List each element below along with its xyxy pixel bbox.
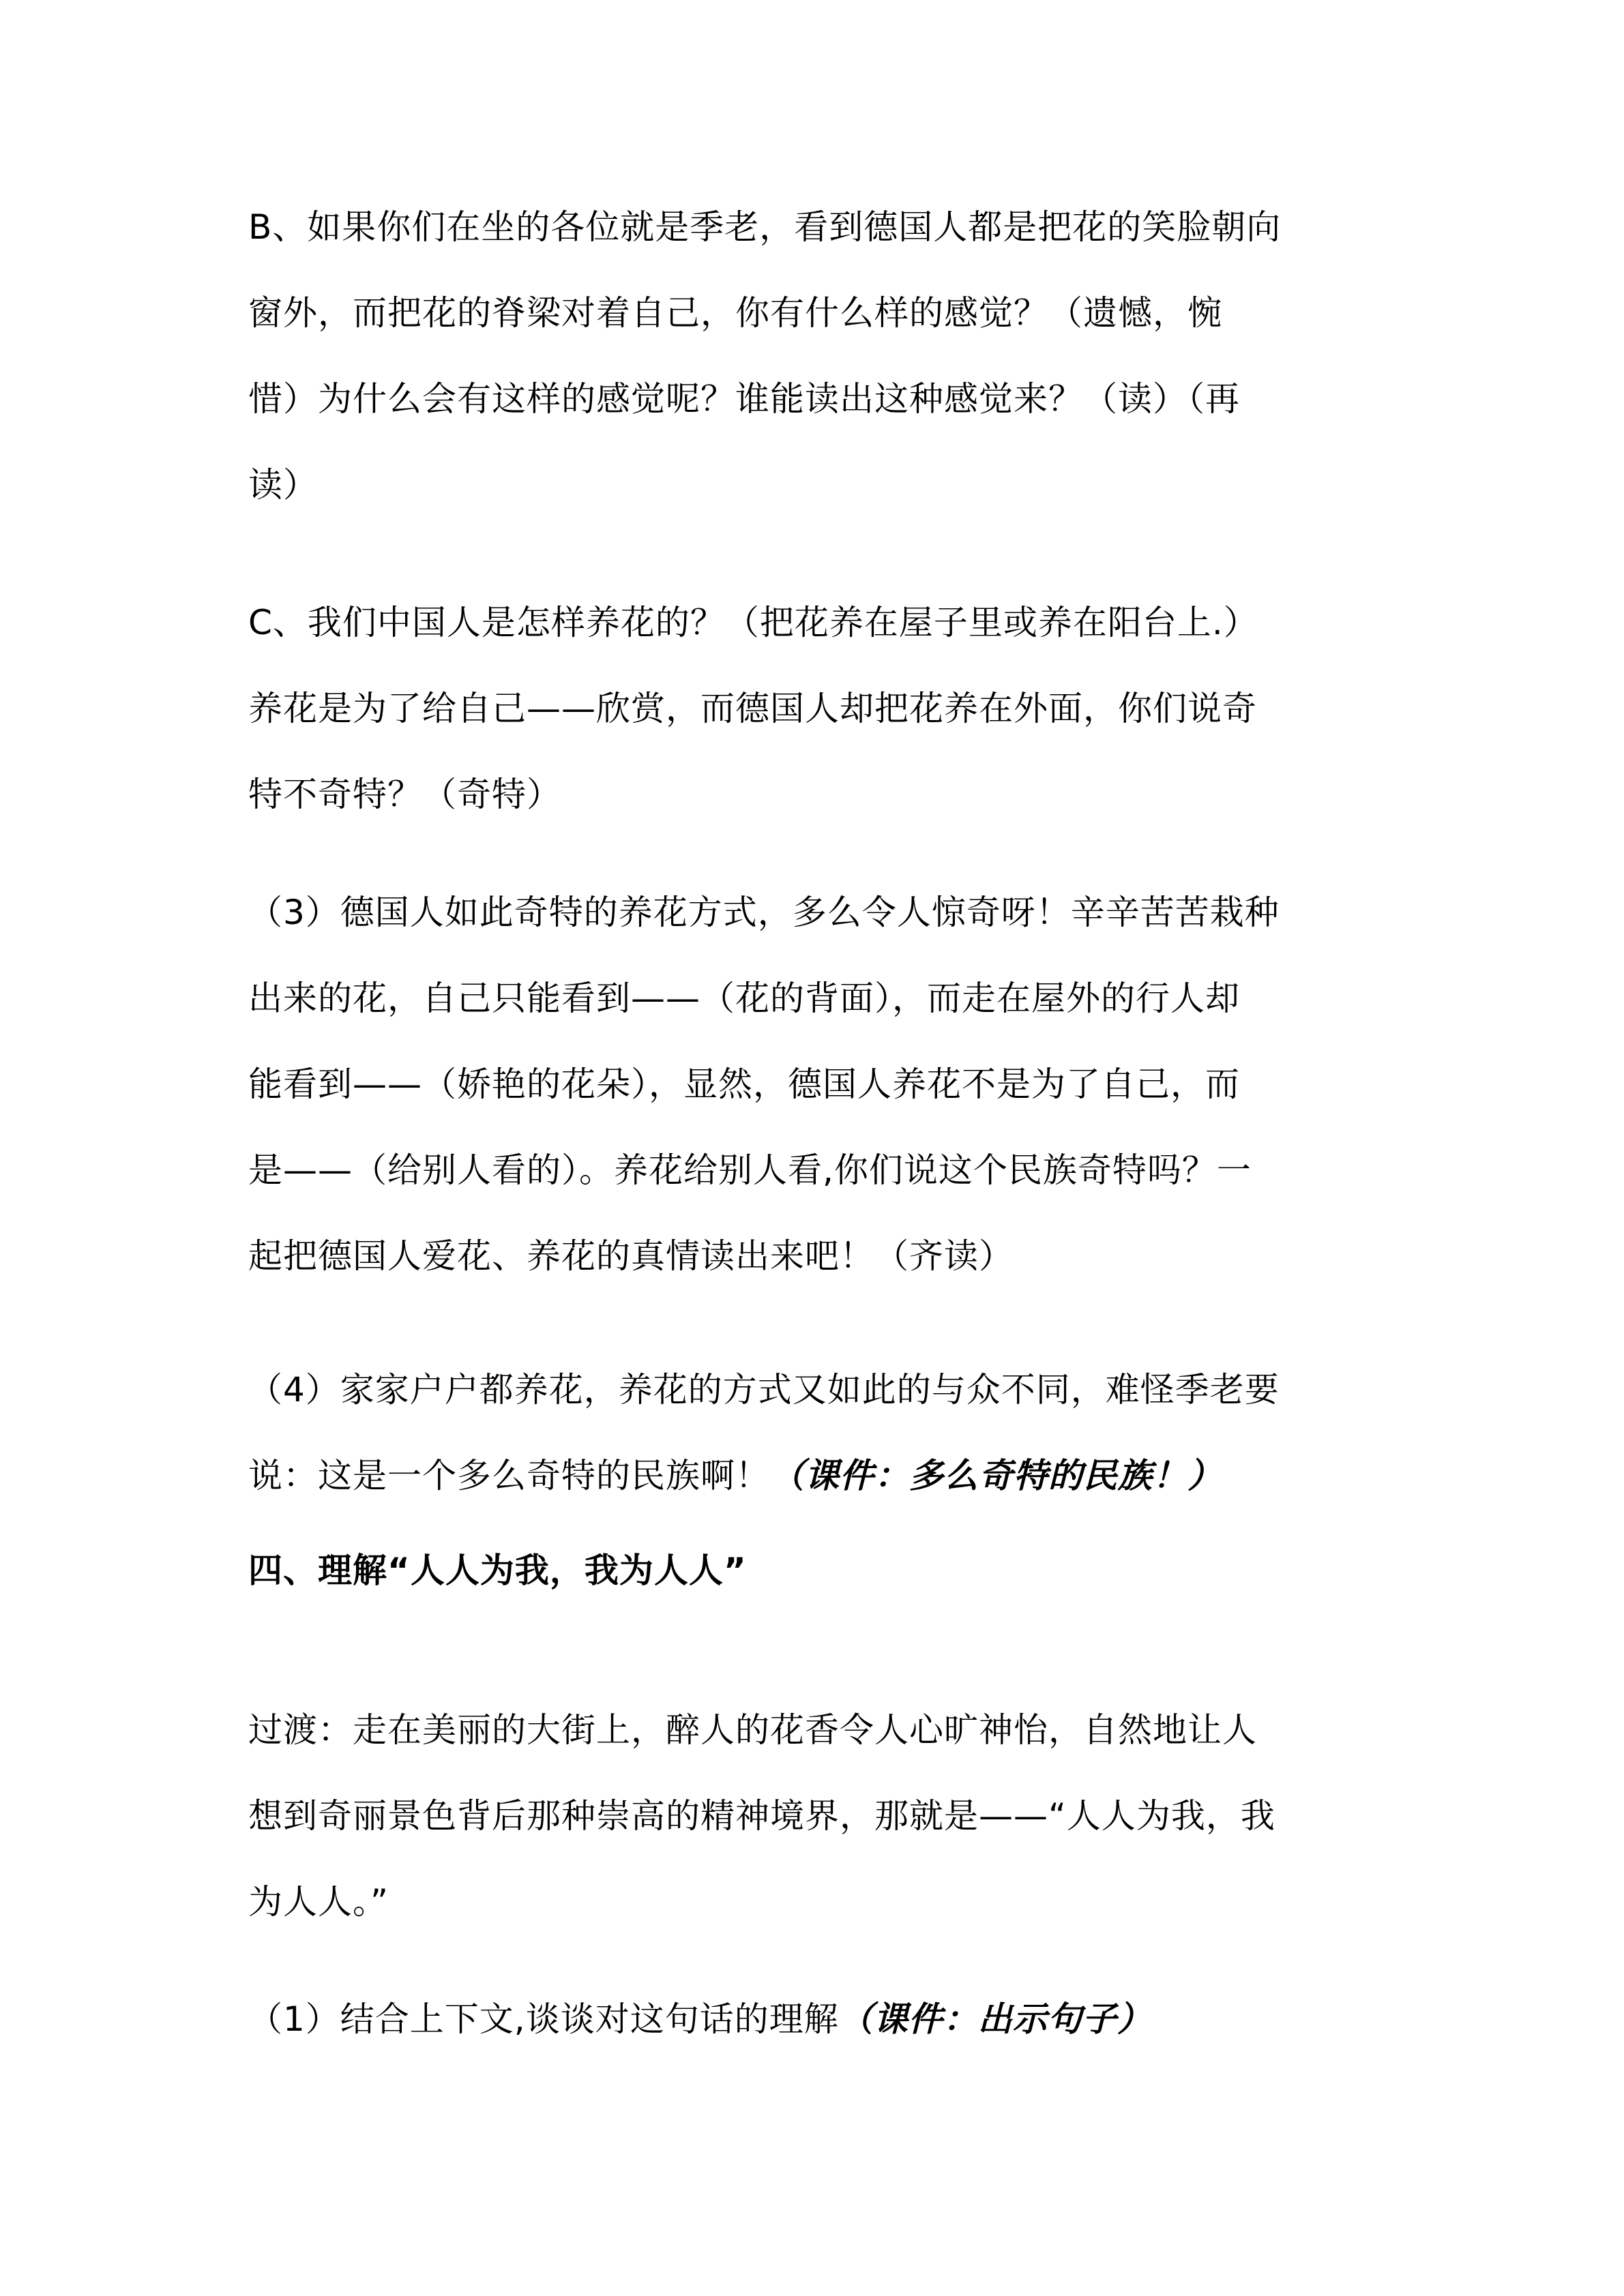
courseware-note: （课件：出示句子） <box>838 1999 1152 2039</box>
section-heading <box>248 1527 1381 1613</box>
paragraph-3 <box>248 869 1381 1299</box>
text-line: 养花是为了给自己——欣赏，而德国人却把花养在外面，你们说奇 <box>248 689 1257 728</box>
text-line <box>248 1976 1381 2062</box>
transition-paragraph <box>248 1687 1381 1945</box>
text-line: B、如果你们在坐的各位就是季老，看到德国人都是把花的笑脸朝向 <box>248 207 1282 247</box>
text-line-body: 说：这是一个多么奇特的民族啊！ <box>248 1456 770 1495</box>
text-line: 想到奇丽景色背后那种崇高的精神境界，那就是——“人人为我，我 <box>248 1796 1275 1836</box>
paragraph-c <box>248 580 1381 837</box>
paragraph-b <box>248 184 1381 528</box>
text-line <box>248 1433 1381 1519</box>
section-heading-text: 四、理解“人人为我，我为人人” <box>248 1551 747 1590</box>
courseware-note: （课件：多么奇特的民族！） <box>770 1456 1222 1495</box>
text-line: C、我们中国人是怎样养花的？（把花养在屋子里或养在阳台上.） <box>248 603 1258 642</box>
text-line: 能看到——（娇艳的花朵），显然，德国人养花不是为了自己，而 <box>248 1064 1240 1104</box>
paragraph-1 <box>248 1976 1381 2062</box>
text-line: 出来的花，自己只能看到——（花的背面），而走在屋外的行人却 <box>248 979 1240 1018</box>
text-line: 是——（给别人看的）。养花给别人看,你们说这个民族奇特吗？一 <box>248 1150 1252 1190</box>
text-line: （3）德国人如此奇特的养花方式，多么令人惊奇呀！辛辛苦苦栽种 <box>248 893 1280 932</box>
text-line: （4）家家户户都养花，养花的方式又如此的与众不同，难怪季老要 <box>248 1370 1280 1410</box>
text-line: 为人人。” <box>248 1882 389 1922</box>
paragraph-4 <box>248 1347 1381 1519</box>
text-line: 读） <box>248 465 318 505</box>
text-line: 过渡：走在美丽的大街上，醉人的花香令人心旷神怡，自然地让人 <box>248 1710 1257 1750</box>
text-line: 特不奇特？（奇特） <box>248 775 561 814</box>
text-line-body: （1）结合上下文,谈谈对这句话的理解 <box>248 1999 839 2039</box>
text-line: 窗外，而把花的脊梁对着自己，你有什么样的感觉？（遗憾，惋 <box>248 293 1222 333</box>
text-line: 起把德国人爱花、养花的真情读出来吧！（齐读） <box>248 1236 1014 1276</box>
text-line: 惜）为什么会有这样的感觉呢？谁能读出这种感觉来？（读）（再 <box>248 379 1240 419</box>
